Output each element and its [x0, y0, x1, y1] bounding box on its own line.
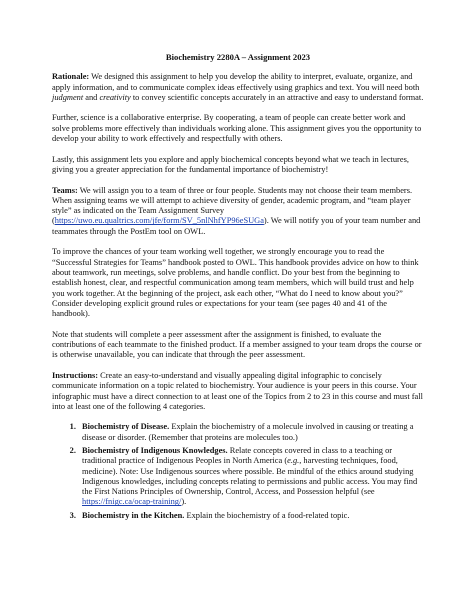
- rationale-text-1: We designed this assignment to help you develop the ability to interpret, evaluate, organize, and apply information, and to communicate complex ideas effectively using graphics and text. You will need both: [52, 72, 420, 92]
- category-text-2: , harvesting techniques, food, medicine). Note: Use Indigenous sources where possible. Be mindful of the ethics around studying Indigenous knowledges, including concepts relating to permissions and public access. You may find the First Nations Principles of Ownership, Control, Access, and Possession helpful (see: [82, 456, 418, 497]
- category-title: Biochemistry of Indigenous Knowledges.: [82, 445, 228, 455]
- category-title: Biochemistry in the Kitchen.: [82, 510, 185, 520]
- rationale-paragraph: [52, 72, 424, 103]
- category-item: [78, 422, 424, 443]
- rationale-text-3: to convey scientific concepts accurately in an attractive and easy to understand format.: [130, 92, 424, 102]
- peer-assessment-paragraph: Note that students will complete a peer assessment after the assignment is finished, to evaluate the contributions of each teammate to the finished product. If a member assigned to your team drops the course or is otherwise unavailable, you can indicate that through the peer assessment.: [52, 329, 422, 360]
- category-text-3: ).: [181, 497, 187, 507]
- instructions-paragraph: [52, 371, 424, 412]
- teams-text-2: ). We will notify you of your team number and teammates through the PostEm tool on OWL.: [52, 216, 421, 236]
- category-item: [78, 511, 424, 521]
- teams-heading: Teams:: [52, 185, 78, 195]
- lastly-paragraph: Lastly, this assignment lets you explore and apply biochemical concepts beyond what we teach in lectures, giving you a greater appreciation for the fundamental importance of biochemistry!: [52, 154, 409, 174]
- ocap-training-link[interactable]: https://fnigc.ca/ocap-training/: [82, 497, 182, 507]
- rationale-heading: Rationale:: [52, 72, 90, 82]
- survey-link[interactable]: https://uwo.eu.qualtrics.com/jfe/form/SV_5nlNhfYP96eSUGa: [54, 216, 264, 226]
- category-text-1: Relate concepts covered in class to a teaching or traditional practice of Indigenous Peoples in North America (: [82, 445, 393, 466]
- category-text: Explain the biochemistry of a molecule involved in causing or treating a disease or disorder. (Remember that proteins are molecules too.): [82, 422, 414, 442]
- category-list: [52, 422, 424, 521]
- teams-paragraph: [52, 186, 424, 237]
- instructions-text: Create an easy-to-understand and visually appealing digital infographic to concisely communicate information on a topic related to biochemistry. Your audience is your peers in this course. Your infographic must have a direct connection to at least one of the Topics from 2 to 23 in this course and must fall into at least one of the following 4 categories.: [52, 370, 423, 411]
- rationale-emphasis-judgment: judgment: [52, 92, 84, 102]
- instructions-heading: Instructions:: [52, 370, 99, 380]
- science-paragraph: Further, science is a collaborative enterprise. By cooperating, a team of people can create better work and solve problems more effectively than individuals working alone. This assignment gives you the opportunity to develop your ability to work effectively and respectfully with others.: [52, 113, 422, 144]
- rationale-text-2: and: [83, 92, 100, 102]
- page-title: Biochemistry 2280A – Assignment 2023: [165, 52, 311, 62]
- improve-paragraph: To improve the chances of your team working well together, we strongly encourage you to read the “Successful Strategies for Teams” handbook posted to OWL. This handbook provides advice on how to think about teamwork, run meetings, solve problems, and handle conflict. Do your best from the beginning to establish honest, clear, and respectful communication among team members, which will build trust and help you work together. At the beginning of the project, ask each other, “What do I need to know about you?” Consider developing explicit ground rules or expectations for your team (see pages 40 and 41 of the handbook).: [52, 247, 419, 319]
- category-title: Biochemistry of Disease.: [82, 422, 170, 432]
- teams-text-1: We will assign you to a team of three or four people. Students may not choose their team members. When assigning teams we will attempt to achieve diversity of gender, academic program, and “team player style” as indicated on the Team Assignment Survey (: [52, 185, 413, 226]
- category-emphasis: e.g.: [287, 456, 300, 466]
- category-text: Explain the biochemistry of a food-related topic.: [184, 510, 350, 520]
- rationale-emphasis-creativity: creativity: [99, 92, 131, 102]
- category-item: [78, 446, 424, 508]
